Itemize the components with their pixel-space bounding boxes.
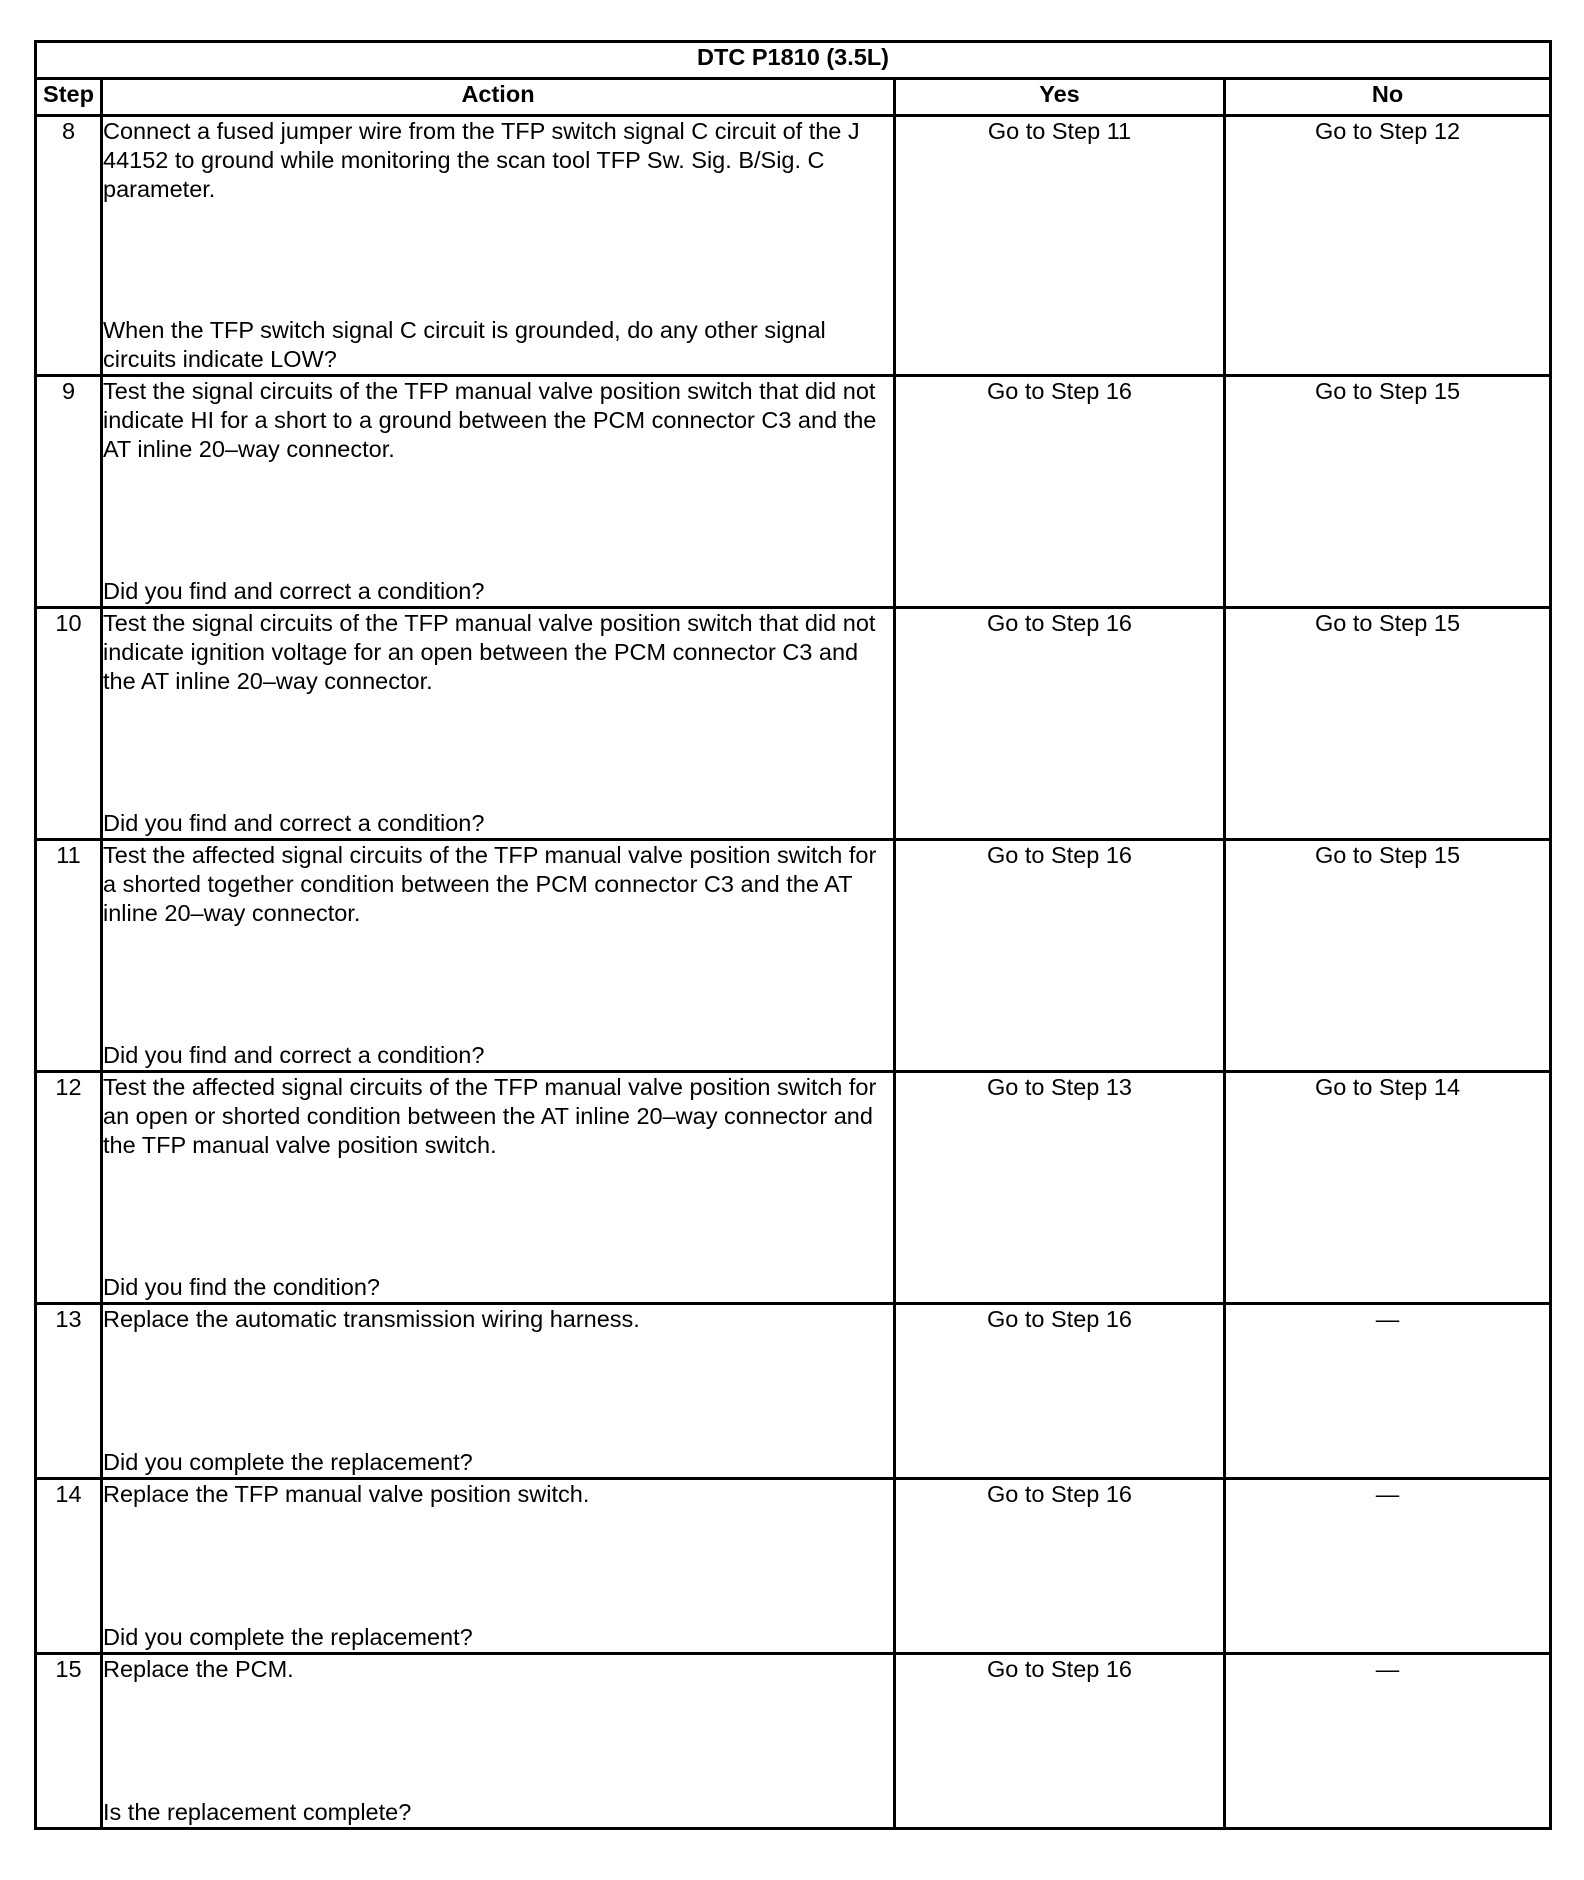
table-row — [36, 1654, 1551, 1829]
step-number: 13 — [36, 1304, 102, 1479]
header-yes: Yes — [895, 79, 1225, 116]
action-text: Connect a fused jumper wire from the TFP switch signal C circuit of the J 44152 to ground while monitoring the scan tool TFP Sw. Sig. B/Sig. C parameter. — [103, 118, 860, 202]
action-cell — [102, 1654, 895, 1829]
table-row — [36, 608, 1551, 840]
header-action: Action — [102, 79, 895, 116]
action-question: Did you find and correct a condition? — [103, 1042, 485, 1068]
action-cell — [102, 376, 895, 608]
action-question: Did you find and correct a condition? — [103, 578, 485, 604]
table-row — [36, 1304, 1551, 1479]
table-row — [36, 840, 1551, 1072]
no-result: — — [1225, 1479, 1551, 1654]
no-result: — — [1225, 1304, 1551, 1479]
title-row — [36, 42, 1551, 79]
no-result: Go to Step 15 — [1225, 840, 1551, 1072]
no-result: Go to Step 14 — [1225, 1072, 1551, 1304]
action-text: Test the affected signal circuits of the TFP manual valve position switch for an open or shorted condition between the AT inline 20–way connector and the TFP manual valve position switch. — [103, 1074, 877, 1158]
no-result: Go to Step 15 — [1225, 608, 1551, 840]
action-text: Replace the automatic transmission wiring harness. — [103, 1306, 640, 1332]
step-number: 15 — [36, 1654, 102, 1829]
action-text: Test the affected signal circuits of the TFP manual valve position switch for a shorted together condition between the PCM connector C3 and the AT inline 20–way connector. — [103, 842, 877, 926]
yes-result: Go to Step 16 — [895, 608, 1225, 840]
table-row — [36, 1479, 1551, 1654]
action-cell — [102, 1072, 895, 1304]
action-cell — [102, 116, 895, 376]
action-question: Did you find and correct a condition? — [103, 810, 485, 836]
header-no: No — [1225, 79, 1551, 116]
action-text: Replace the TFP manual valve position switch. — [103, 1481, 590, 1507]
step-number: 14 — [36, 1479, 102, 1654]
yes-result: Go to Step 16 — [895, 840, 1225, 1072]
table-row — [36, 116, 1551, 376]
action-question: Did you complete the replacement? — [103, 1449, 473, 1475]
yes-result: Go to Step 11 — [895, 116, 1225, 376]
yes-result: Go to Step 16 — [895, 376, 1225, 608]
action-question: Did you complete the replacement? — [103, 1624, 473, 1650]
step-number: 8 — [36, 116, 102, 376]
action-text: Test the signal circuits of the TFP manual valve position switch that did not indicate HI for a short to a ground between the PCM connector C3 and the AT inline 20–way connector. — [103, 378, 877, 462]
action-question: Is the replacement complete? — [103, 1799, 412, 1825]
table-row — [36, 1072, 1551, 1304]
no-result: Go to Step 12 — [1225, 116, 1551, 376]
action-cell — [102, 1479, 895, 1654]
action-text: Test the signal circuits of the TFP manual valve position switch that did not indicate ignition voltage for an open between the PCM connector C3 and the AT inline 20–way connector. — [103, 610, 876, 694]
action-cell — [102, 1304, 895, 1479]
step-number: 9 — [36, 376, 102, 608]
yes-result: Go to Step 13 — [895, 1072, 1225, 1304]
no-result: — — [1225, 1654, 1551, 1829]
step-number: 10 — [36, 608, 102, 840]
no-result: Go to Step 15 — [1225, 376, 1551, 608]
step-number: 11 — [36, 840, 102, 1072]
yes-result: Go to Step 16 — [895, 1479, 1225, 1654]
action-cell — [102, 608, 895, 840]
action-question: When the TFP switch signal C circuit is grounded, do any other signal circuits indicate LOW? — [103, 317, 826, 372]
step-number: 12 — [36, 1072, 102, 1304]
table-title: DTC P1810 (3.5L) — [36, 42, 1551, 79]
action-question: Did you find the condition? — [103, 1274, 380, 1300]
header-step: Step — [36, 79, 102, 116]
table-row — [36, 376, 1551, 608]
yes-result: Go to Step 16 — [895, 1654, 1225, 1829]
header-row — [36, 79, 1551, 116]
diagnostic-table — [34, 40, 1552, 1830]
action-text: Replace the PCM. — [103, 1656, 294, 1682]
yes-result: Go to Step 16 — [895, 1304, 1225, 1479]
action-cell — [102, 840, 895, 1072]
